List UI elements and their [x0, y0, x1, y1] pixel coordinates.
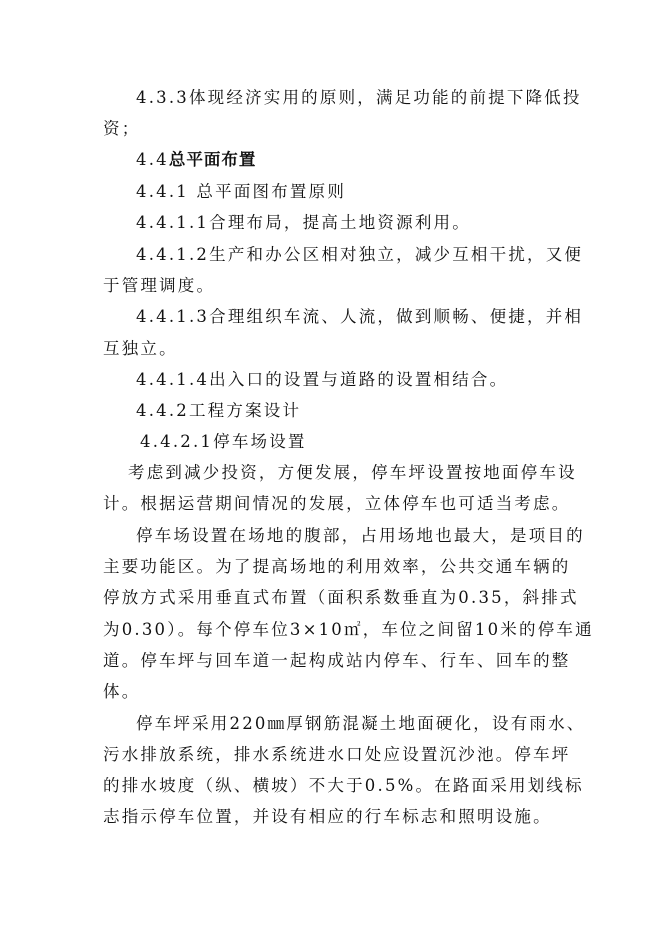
section-heading-4-4	[136, 148, 606, 172]
paragraph-2-line-6: 体。	[103, 682, 141, 701]
text-line-4-4-1-3: 4.4.1.3合理组织车流、人流，做到顺畅、便捷，并相	[136, 307, 584, 326]
text-line-4-4-1: 4.4.1 总平面图布置原则	[136, 182, 347, 201]
paragraph-1-line-2: 计。根据运营期间情况的发展，立体停车也可适当考虑。	[103, 494, 571, 513]
section-number: 4.4	[136, 150, 169, 169]
text-line-4-3-3: 4.3.3体现经济实用的原则，满足功能的前提下降低投	[136, 88, 582, 107]
paragraph-2-line-5: 道。停车坪与回车道一起构成站内停车、行车、回车的整	[103, 651, 571, 670]
text-line-4-4-1-4: 4.4.1.4出入口的设置与道路的设置相结合。	[136, 370, 509, 389]
paragraph-1-line-1: 考虑到减少投资，方便发展，停车坪设置按地面停车设	[128, 463, 577, 482]
section-title: 总平面布置	[168, 150, 257, 169]
text-line-4-4-1-3-cont: 互独立。	[103, 339, 178, 358]
text-line-4-4-1-2-cont: 于管理调度。	[103, 276, 216, 295]
paragraph-2-line-4: 为0.30）。每个停车位3×10㎡，车位之间留10米的停车通	[103, 620, 594, 639]
text-line-4-4-2-1: 4.4.2.1停车场设置	[140, 432, 307, 451]
text-line-4-4-1-2: 4.4.1.2生产和办公区相对独立，减少互相干扰，又便	[136, 245, 584, 264]
text-line-4-4-2: 4.4.2工程方案设计	[136, 401, 302, 420]
paragraph-2-line-3: 停放方式采用垂直式布置（面积系数垂直为0.35，斜排式	[103, 588, 579, 607]
paragraph-2-line-1: 停车场设置在场地的腹部，占用场地也最大，是项目的	[136, 526, 585, 545]
text-line-4-3-3-cont: 资；	[103, 119, 141, 138]
paragraph-3-line-3: 的排水坡度（纵、横坡）不大于0.5%。在路面采用划线标	[103, 776, 584, 795]
paragraph-3-line-2: 污水排放系统，排水系统进水口处应设置沉沙池。停车坪	[103, 745, 571, 764]
paragraph-3-line-4: 志指示停车位置，并设有相应的行车标志和照明设施。	[103, 807, 552, 826]
text-line-4-4-1-1: 4.4.1.1合理布局，提高土地资源利用。	[136, 213, 471, 232]
paragraph-3-line-1: 停车坪采用220㎜厚钢筋混凝土地面硬化，设有雨水、	[136, 714, 586, 733]
paragraph-2-line-2: 主要功能区。为了提高场地的利用效率，公共交通车辆的	[103, 557, 571, 576]
